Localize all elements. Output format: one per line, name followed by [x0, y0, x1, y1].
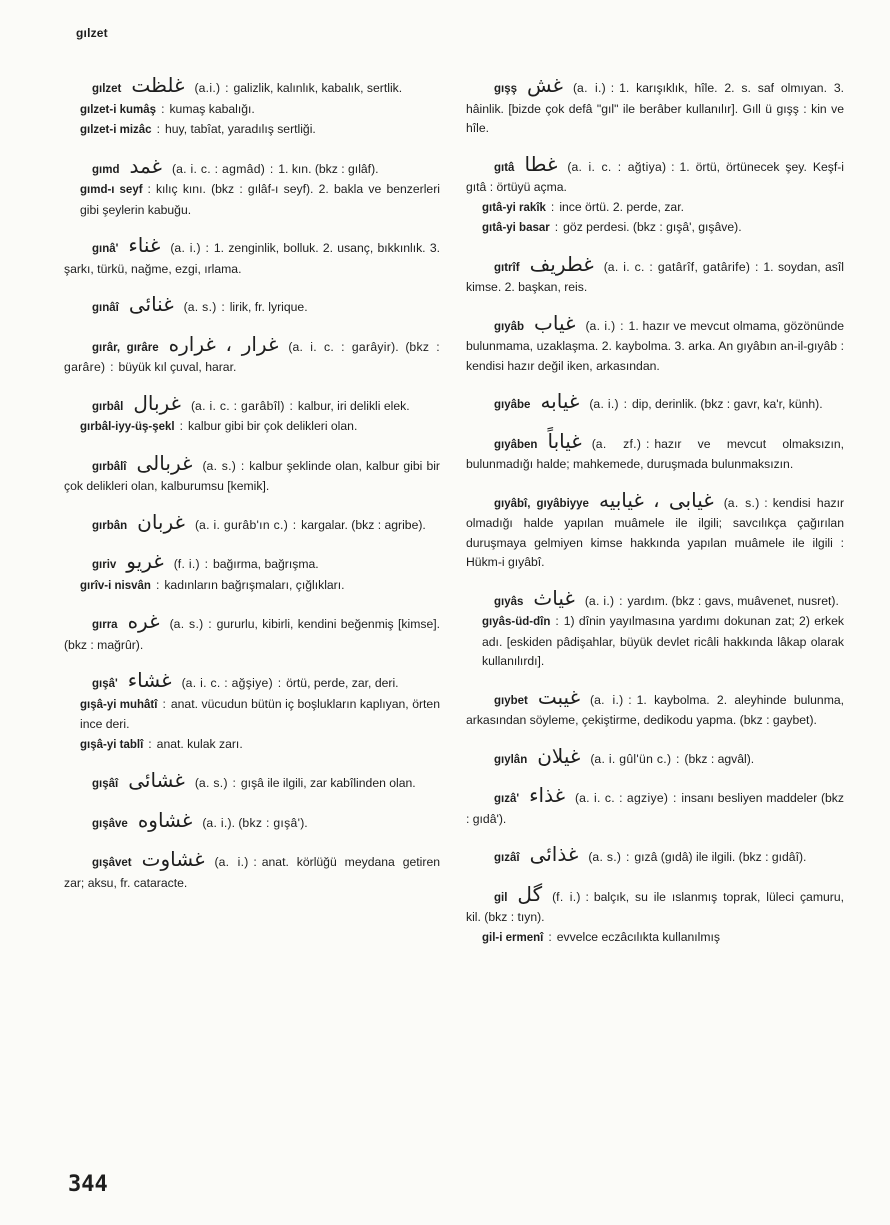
etymology: (a. i. c. : agziye)	[575, 791, 668, 805]
separator: :	[550, 199, 555, 214]
definition: 1. zenginlik, bolluk. 2. usanç, bıkkınlık. 3. şarkı, türkü, nağme, ezgi, ırlama.	[64, 241, 440, 276]
separator: :	[204, 557, 208, 571]
headword: gıylân	[494, 753, 528, 766]
dictionary-entry	[466, 783, 844, 829]
dictionary-entry	[466, 487, 845, 573]
separator: :	[232, 776, 236, 790]
headword: gırra	[92, 619, 118, 631]
separator: :	[292, 517, 297, 532]
etymology: (a. s.)	[202, 458, 236, 473]
definition: huy, tabîat, yaradılış sertliği.	[164, 122, 316, 136]
headword: gıybet	[494, 694, 528, 707]
headword: gılzet	[92, 83, 122, 95]
headword: gıyâb	[494, 320, 525, 333]
etymology: (a. s.)	[183, 300, 217, 314]
dictionary-entry	[466, 389, 844, 416]
definition: hazır ve mevcut olmaksızın, bulunmadığı halde; mahkemede, duruşmada bulunmaksızın.	[466, 436, 844, 471]
definition: (bkz : agvâl).	[684, 751, 755, 766]
dictionary-entry	[64, 292, 440, 319]
definition: 1) dînin yayılmasına yardımı dokunan zat; 2) erkek adı. [eskiden pâdişahlar, büyük devlet ricâli hakkında lâkap olarak kullanılırdı].	[482, 614, 844, 668]
separator	[308, 816, 318, 830]
arabic-script: غمد	[129, 153, 163, 178]
separator: :	[221, 300, 225, 314]
arabic-script: غريو	[126, 549, 164, 573]
etymology: (a. i. c. : garâbîl)	[191, 398, 285, 413]
definition: insanı besliyen maddeler (bkz : gıdâ').	[466, 791, 844, 826]
headword: gil	[494, 891, 508, 904]
definition: lirik, fr. lyrique.	[229, 300, 308, 314]
sub-entry	[64, 100, 440, 121]
separator: :	[673, 791, 677, 805]
separator: :	[277, 676, 282, 690]
etymology: (a. s.)	[169, 617, 204, 631]
headword: gışâ'	[92, 678, 118, 690]
arabic-script: غش	[527, 73, 563, 97]
dictionary-entry	[466, 585, 844, 613]
definition: büyük kıl çuval, harar.	[118, 360, 237, 374]
sub-headword: gılzet-i kumâş	[80, 103, 157, 116]
definition: galizlik, kalınlık, kabalık, sertlik.	[233, 81, 403, 95]
etymology: (a. i. gurâb'ın c.)	[194, 517, 288, 532]
definition: gışâ ile ilgili, zar kabîlinden olan.	[240, 776, 416, 790]
etymology: (f. i.)	[552, 889, 581, 904]
sub-headword: gışâ-yi tablî	[80, 738, 144, 751]
sub-headword: gırbâl-iyy-üş-şekl	[80, 421, 175, 433]
definition: bağırma, bağrışma.	[212, 557, 319, 571]
arabic-script: غذاء	[529, 783, 566, 807]
dictionary-entry	[64, 768, 440, 795]
arabic-script: غشائى	[128, 768, 185, 792]
etymology: (a. i.)	[585, 318, 616, 333]
definition: göz perdesi. (bkz : gışâ', gışâve).	[563, 220, 742, 234]
etymology: (a. i. c. : agmâd)	[172, 161, 265, 176]
sub-entry	[64, 417, 440, 438]
definition: kadınların bağrışmaları, çığlıkları.	[164, 577, 345, 592]
etymology: (a. i. c. : garâyir). (bkz : garâre)	[64, 339, 440, 374]
definition: dip, derinlik. (bkz : gavr, ka'r, künh).	[631, 397, 823, 411]
dictionary-entry	[466, 743, 844, 771]
definition: 1. hazır ve mevcut olmama, gözönünde bulunmama, uzaklaşma. 2. kaybolma. 3. arka. An gıyâbın an-il-gıyâb : kendisi hazır değil iken, arkasından.	[466, 318, 844, 373]
headword: gırbâl	[92, 400, 124, 413]
separator: :	[676, 751, 680, 766]
headword: gışâî	[92, 778, 119, 790]
sub-headword: gırîv-i nisvân	[80, 579, 151, 592]
headword: gızâî	[494, 852, 520, 864]
separator: :	[619, 593, 623, 608]
sub-entry	[64, 180, 440, 220]
separator: :	[610, 81, 615, 95]
headword: gırâr, gırâre	[92, 341, 159, 354]
arabic-script: غياث	[533, 585, 575, 610]
dictionary-entry	[466, 251, 844, 298]
headword: gıtâ	[494, 161, 515, 174]
dictionary-entry	[64, 331, 440, 378]
definition: balçık, su ile ıslanmış toprak, lüleci çamuru, kil. (bkz : tıyn).	[466, 889, 844, 924]
arabic-script: غياباً	[547, 428, 582, 453]
definition: 1. kaybolma. 2. aleyhinde bulunma, arkasından söyleme, çekiştirme, dedikodu yapma. (bkz : gaybet).	[466, 692, 845, 727]
dictionary-entry	[64, 609, 440, 655]
separator: :	[240, 458, 245, 473]
etymology: (a. s.)	[588, 850, 621, 864]
sub-entry	[466, 198, 844, 219]
etymology: (a. i.). (bkz : gışâ').	[202, 815, 308, 830]
etymology: (a. i.)	[584, 593, 615, 608]
etymology: (a. i.)	[170, 241, 201, 255]
etymology: (a. i. c. : ağşiye)	[181, 676, 273, 690]
definition: anat. körlüğü meydana getiren zar; aksu, fr. cataracte.	[64, 855, 441, 890]
dictionary-entry	[466, 310, 844, 377]
dictionary-entry	[64, 233, 440, 279]
separator: :	[156, 122, 160, 136]
separator: :	[623, 397, 627, 411]
definition: yardım. (bkz : gavs, muâvenet, nusret).	[627, 593, 839, 608]
separator: :	[205, 241, 209, 255]
arabic-script: غشاء	[127, 668, 172, 692]
etymology: (a. i.)	[589, 397, 619, 411]
sub-headword: gıtâ-yi basar	[482, 222, 550, 234]
arabic-script: غشاوت	[141, 847, 205, 871]
definition: kalbur şeklinde olan, kalbur gibi bir çok delikleri olan, kalburumsu [kemik].	[64, 458, 440, 493]
dictionary-entry	[466, 428, 844, 475]
sub-headword: gılzet-i mizâc	[80, 124, 152, 136]
dictionary-entry	[64, 807, 440, 835]
sub-entry	[466, 928, 844, 949]
separator: :	[645, 436, 650, 451]
sub-headword: gıtâ-yi rakîk	[482, 201, 546, 214]
separator: :	[155, 577, 160, 592]
separator: :	[548, 929, 552, 944]
separator: :	[754, 259, 759, 274]
sub-headword: gıyâs-üd-dîn	[482, 616, 551, 628]
arabic-script: غذائى	[529, 842, 579, 866]
separator: :	[208, 617, 212, 631]
definition: örtü, perde, zar, deri.	[286, 676, 399, 690]
separator: :	[625, 850, 630, 864]
sub-entry	[64, 695, 440, 735]
dictionary-entry	[64, 549, 440, 576]
definition: evvelce eczâcılıkta kullanılmış	[556, 929, 720, 944]
arabic-script: غره	[127, 609, 160, 633]
etymology: (a. i.)	[214, 855, 249, 869]
arabic-script: غنائى	[128, 292, 174, 316]
dictionary-entry	[64, 509, 440, 537]
sub-entry	[466, 218, 844, 239]
definition: 1. örtü, örtünecek şey. Keşf-i gıtâ : örtüyü açma.	[466, 159, 844, 194]
etymology: (a.i.)	[194, 81, 221, 95]
etymology: (a. i. c. : gatârîf, gatârife)	[603, 259, 750, 274]
definition: kalbur gibi bir çok delikleri olan.	[187, 419, 358, 433]
etymology: (a. zf.)	[591, 436, 641, 451]
definition: anat. kulak zarı.	[156, 736, 243, 751]
separator: :	[671, 159, 675, 174]
dictionary-entry	[466, 151, 844, 198]
headword: gınâî	[92, 302, 119, 314]
arabic-script: غشاوه	[137, 807, 193, 832]
etymology: (a. i.)	[572, 81, 606, 95]
headword: gınâ'	[92, 243, 119, 255]
separator: :	[162, 696, 166, 711]
definition: kılıç kını. (bkz : gılâf-ı seyf). 2. bakla ve benzerleri gibi şeylerin kabuğu.	[80, 182, 440, 217]
arabic-script: غيبت	[537, 684, 581, 709]
headword: gıyâben	[494, 438, 538, 451]
separator: :	[628, 692, 632, 707]
definition: gururlu, kibirli, kendini beğenmiş [kimse]. (bkz : mağrûr).	[64, 617, 440, 652]
arabic-script: غطريف	[529, 251, 594, 276]
separator: :	[147, 182, 151, 196]
separator: :	[179, 419, 183, 433]
arabic-script: غيلان	[537, 743, 581, 768]
headword: gışâvet	[92, 857, 132, 869]
page-number: 344	[68, 1172, 108, 1197]
separator: :	[585, 889, 589, 904]
headword: gıriv	[92, 559, 117, 571]
dictionary-entry	[64, 73, 440, 100]
dictionary-entry	[466, 881, 844, 928]
definition: 1. karışıklık, hîle. 2. s. saf olmıyan. 3. hâinlik. [bizde çok defâ "gıl" ile berâber kullanılır]. Gıll ü gışş : kin ve hîle.	[466, 81, 844, 135]
arabic-script: غربان	[137, 509, 185, 534]
separator: :	[225, 81, 229, 95]
definition: 1. soydan, asîl kimse. 2. başkan, reis.	[466, 259, 844, 294]
definition: ince örtü. 2. perde, zar.	[559, 199, 684, 214]
etymology: (a. s.)	[194, 776, 228, 790]
dictionary-entry	[64, 153, 440, 181]
definition: gızâ (gıdâ) ile ilgili. (bkz : gıdâî).	[634, 850, 807, 864]
definition: kalbur, iri delikli elek.	[297, 398, 410, 413]
headword: gırbân	[92, 519, 128, 532]
headword: gıyâbî, gıyâbiyye	[494, 497, 589, 510]
arabic-script: غلظت	[131, 73, 185, 97]
running-head: gılzet	[76, 26, 108, 40]
etymology: (a. s.)	[723, 495, 760, 510]
separator: :	[620, 318, 624, 333]
dictionary-entry	[64, 847, 441, 893]
sub-entry	[64, 735, 440, 756]
separator: :	[148, 736, 152, 751]
sub-headword: gımd-ı seyf	[80, 184, 143, 196]
right-column	[466, 72, 844, 948]
arabic-script: غياب	[534, 310, 576, 335]
dictionary-entry	[466, 842, 844, 869]
etymology: (a. i. c. : ağtiya)	[567, 159, 667, 174]
dictionary-entry	[64, 390, 440, 418]
arabic-script: غرار ، غراره	[168, 331, 279, 356]
headword: gışâve	[92, 817, 128, 830]
separator: :	[764, 495, 768, 510]
separator: :	[555, 614, 559, 628]
separator: :	[253, 855, 257, 869]
etymology: (f. i.)	[173, 557, 200, 571]
headword: gımd	[92, 163, 120, 176]
sub-headword: gil-i ermenî	[482, 931, 544, 944]
headword: gışş	[494, 83, 518, 95]
definition: kendisi hazır olmadığı halde yapılan muâmele ile ilgili; savcılıkça çağırılan duruşmaya gelmiyen kimse hakkında yapılan muâmele ile ilgili : Hükm-i gıyâbî.	[466, 495, 845, 569]
dictionary-entry	[466, 73, 844, 139]
headword: gıyâbe	[494, 399, 531, 411]
definition: 1. kın. (bkz : gılâf).	[278, 161, 379, 176]
headword: gızâ'	[494, 793, 520, 805]
separator: :	[289, 398, 293, 413]
definition: anat. vücudun bütün iç boşlukların kaplıyan, örten ince deri.	[80, 696, 440, 731]
dictionary-entry	[466, 684, 845, 731]
arabic-script: غطا	[524, 151, 558, 176]
arabic-script: گل	[517, 881, 543, 906]
sub-entry	[64, 576, 440, 597]
sub-headword: gışâ-yi muhâtî	[80, 698, 158, 711]
sub-entry	[466, 612, 844, 672]
definition: kargalar. (bkz : agribe).	[301, 517, 426, 532]
arabic-script: غناء	[128, 233, 161, 257]
separator: :	[110, 360, 114, 374]
etymology: (a. i.)	[590, 692, 624, 707]
etymology: (a. i. gûl'ün c.)	[590, 751, 672, 766]
headword: gıtrîf	[494, 261, 520, 274]
arabic-script: غربالى	[136, 450, 193, 475]
headword: gırbâlî	[92, 460, 127, 473]
dictionary-entry	[64, 450, 440, 497]
arabic-script: غيابه	[540, 389, 580, 413]
separator: :	[554, 220, 559, 234]
sub-entry	[64, 120, 440, 141]
arabic-script: غربال	[133, 390, 181, 415]
separator: :	[161, 101, 165, 116]
dictionary-entry	[64, 668, 440, 695]
headword: gıyâs	[494, 595, 524, 608]
separator: :	[269, 161, 274, 176]
left-column	[64, 72, 440, 893]
definition: kumaş kabalığı.	[169, 101, 255, 116]
arabic-script: غيابى ، غيابيه	[598, 487, 714, 512]
